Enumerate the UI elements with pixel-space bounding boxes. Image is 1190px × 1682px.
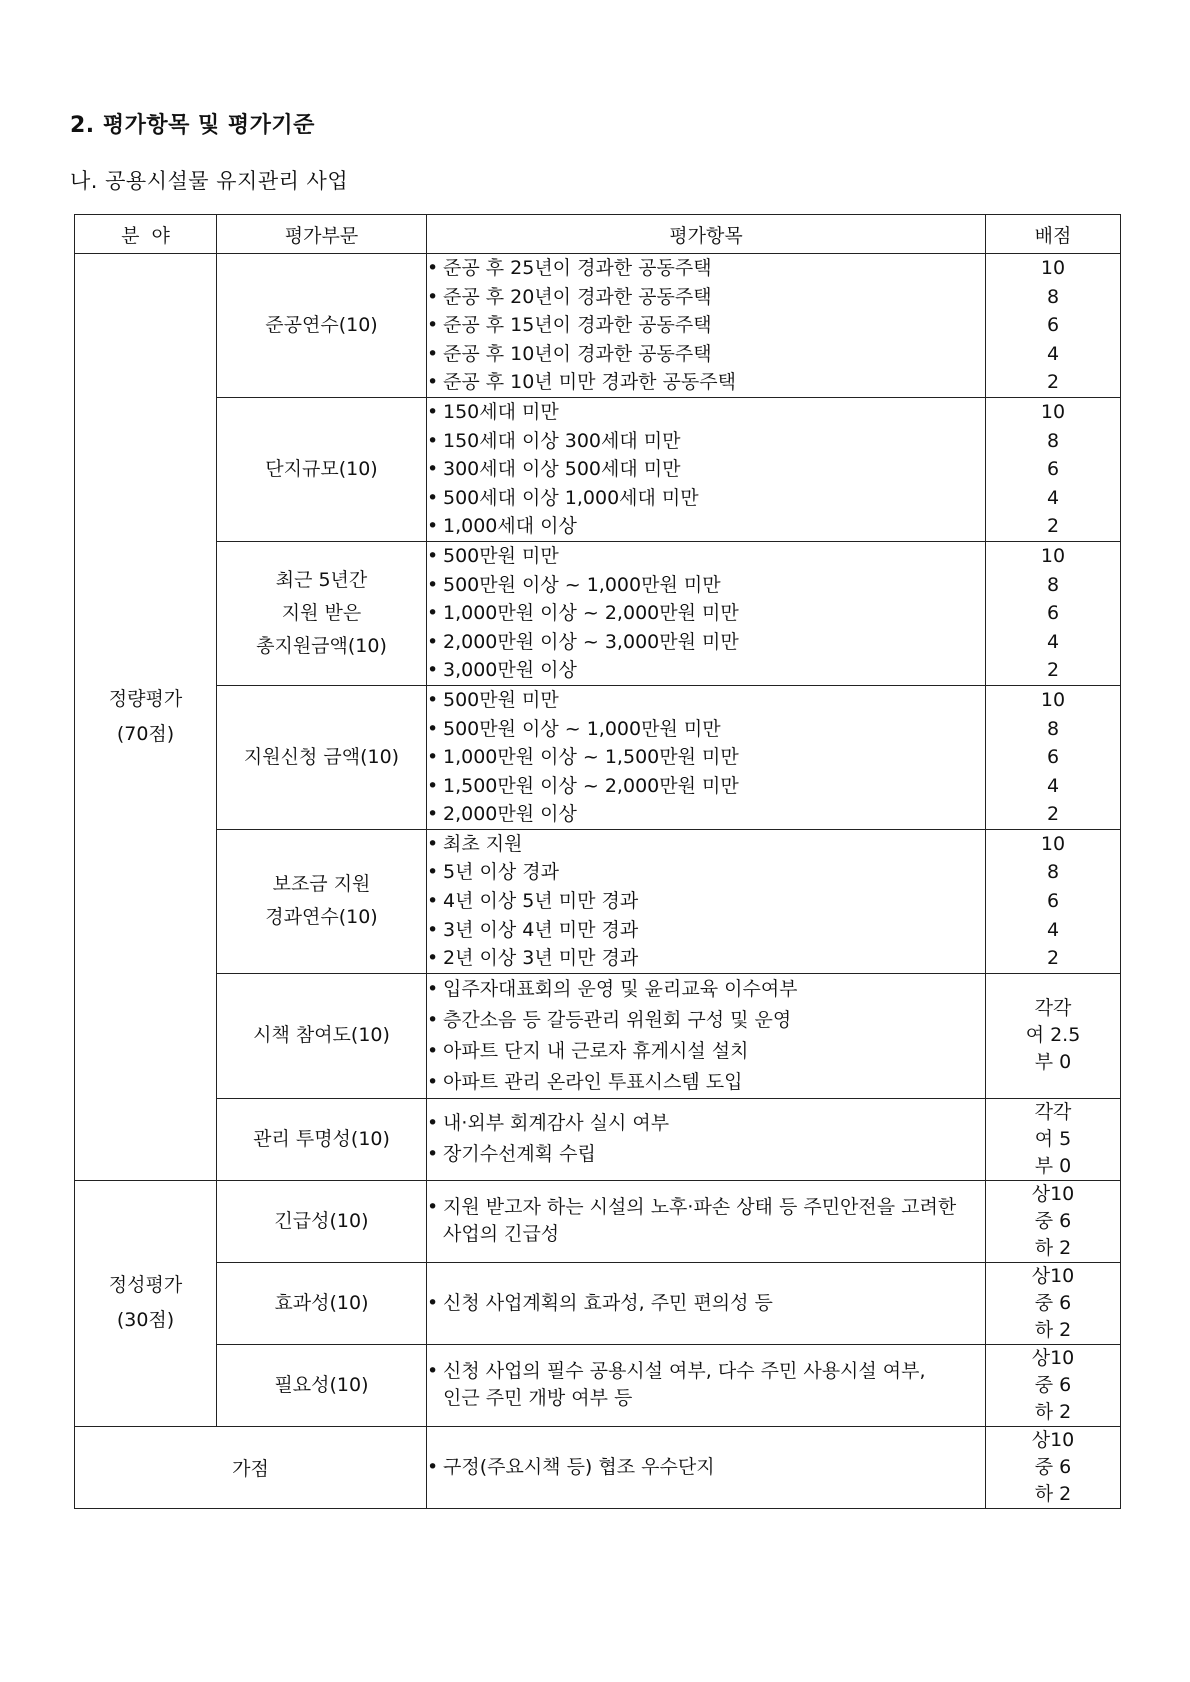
list-item	[427, 368, 985, 397]
header-field: 분 야	[75, 215, 217, 254]
item-text: 구정(주요시책 등) 협조 우수단지	[443, 1455, 715, 1478]
item-text: 2년 이상 3년 미만 경과	[443, 947, 639, 970]
list-item	[427, 571, 985, 600]
section-scores	[986, 685, 1121, 829]
cell-line: 지원 받은	[281, 601, 362, 624]
cell-line: 8	[1046, 717, 1060, 740]
table-row-bonus	[75, 1426, 1121, 1508]
section-items	[427, 973, 986, 1098]
bonus-item	[427, 1426, 986, 1508]
section-scores	[986, 397, 1121, 541]
cell-line: 8	[1046, 861, 1060, 884]
item-text: 준공 후 20년이 경과한 공동주택	[443, 285, 712, 308]
cell-line: 10	[1040, 832, 1066, 855]
bullet: •	[427, 486, 439, 509]
cell-line: 6	[1046, 602, 1060, 625]
section-name	[217, 1262, 427, 1344]
bullet: •	[427, 1196, 439, 1219]
bullet: •	[427, 429, 439, 452]
cell-line: 4	[1046, 918, 1060, 941]
bullet: •	[427, 1143, 439, 1166]
item-text: 2,000만원 이상 ~ 3,000만원 미만	[443, 630, 739, 653]
bullet: •	[427, 977, 439, 1000]
cell-line: 부 0	[1034, 1154, 1072, 1177]
section-items	[427, 685, 986, 829]
item-text: 150세대 미만	[443, 400, 559, 423]
list-item	[427, 1358, 985, 1385]
bullet: •	[427, 400, 439, 423]
cell-line: 긴급성(10)	[274, 1209, 369, 1232]
cell-line: 2	[1046, 947, 1060, 970]
list-item	[427, 1452, 985, 1483]
list-item	[427, 455, 985, 484]
cell-line: 정량평가	[108, 687, 183, 710]
item-text: 층간소음 등 갈등관리 위원회 구성 및 운영	[443, 1008, 792, 1031]
cell-line: 중 6	[1034, 1455, 1072, 1478]
cell-line: 각각	[1034, 1100, 1072, 1123]
cell-line: 중 6	[1034, 1209, 1072, 1232]
list-item	[427, 283, 985, 312]
cell-line: 8	[1046, 573, 1060, 596]
cell-line: 관리 투명성(10)	[253, 1127, 390, 1150]
bullet: •	[427, 803, 439, 826]
list-item	[427, 1194, 985, 1221]
item-text: 장기수선계획 수립	[443, 1143, 596, 1166]
bullet: •	[427, 342, 439, 365]
bullet: •	[427, 285, 439, 308]
bullet: •	[427, 1360, 439, 1383]
item-text: 5년 이상 경과	[443, 861, 559, 884]
table-row	[75, 1180, 1121, 1262]
section-name	[217, 685, 427, 829]
section-items	[427, 1180, 986, 1262]
cell-line: 6	[1046, 458, 1060, 481]
list-item	[427, 715, 985, 744]
cell-line: 중 6	[1034, 1291, 1072, 1314]
bullet: •	[427, 257, 439, 279]
evaluation-table	[74, 214, 1121, 1509]
cell-line: 하 2	[1034, 1318, 1072, 1341]
cell-line: 여 2.5	[1025, 1024, 1081, 1047]
cell-line: 시책 참여도(10)	[253, 1024, 390, 1047]
bullet: •	[427, 688, 439, 711]
section-scores	[986, 541, 1121, 685]
item-text: 500만원 이상 ~ 1,000만원 미만	[443, 573, 721, 596]
list-item	[427, 1139, 985, 1170]
section-items	[427, 829, 986, 973]
section-scores	[986, 973, 1121, 1098]
table-row	[75, 1098, 1121, 1180]
list-item	[427, 311, 985, 340]
list-item	[427, 743, 985, 772]
bullet: •	[427, 371, 439, 394]
item-text: 준공 후 10년 미만 경과한 공동주택	[443, 371, 736, 394]
list-item	[427, 628, 985, 657]
section-name	[217, 1180, 427, 1262]
list-item	[427, 772, 985, 801]
item-text: 신청 사업의 필수 공용시설 여부, 다수 주민 사용시설 여부,	[443, 1360, 926, 1383]
list-item	[427, 484, 985, 513]
bullet: •	[427, 947, 439, 970]
list-item	[427, 1108, 985, 1139]
list-item	[427, 686, 985, 715]
list-item	[427, 887, 985, 916]
cell-line: 6	[1046, 746, 1060, 769]
table-body	[75, 254, 1121, 1509]
item-text: 준공 후 10년이 경과한 공동주택	[443, 342, 712, 365]
item-text: 아파트 관리 온라인 투표시스템 도입	[443, 1070, 743, 1093]
cell-line: 4	[1046, 486, 1060, 509]
list-item	[427, 944, 985, 973]
section-scores	[986, 254, 1121, 398]
cell-line: 상10	[1031, 1346, 1075, 1369]
section-name	[217, 829, 427, 973]
header-section: 평가부문	[217, 215, 427, 254]
list-item	[427, 1290, 985, 1317]
bullet: •	[427, 1291, 439, 1314]
section-name	[217, 973, 427, 1098]
section-scores	[986, 829, 1121, 973]
item-text: 2,000만원 이상	[443, 803, 577, 826]
cell-line: 4	[1046, 774, 1060, 797]
cell-line: 4	[1046, 630, 1060, 653]
section-items	[427, 254, 986, 398]
cell-line: 하 2	[1034, 1236, 1072, 1259]
bullet: •	[427, 1008, 439, 1031]
bullet: •	[427, 659, 439, 682]
cell-line: 6	[1046, 314, 1060, 337]
bullet: •	[427, 918, 439, 941]
bullet: •	[427, 746, 439, 769]
table-row	[75, 397, 1121, 541]
section-name	[217, 254, 427, 398]
list-item	[427, 974, 985, 1005]
cell-line: 준공연수(10)	[265, 313, 378, 336]
cell-line: 10	[1040, 544, 1066, 567]
cell-line: 8	[1046, 429, 1060, 452]
list-item	[427, 254, 985, 283]
cell-line: 2	[1046, 371, 1060, 394]
section-items	[427, 397, 986, 541]
bullet: •	[427, 602, 439, 625]
bullet: •	[427, 314, 439, 337]
category-qualitative	[75, 1180, 217, 1426]
item-text: 입주자대표회의 운영 및 윤리교육 이수여부	[443, 977, 798, 1000]
section-items	[427, 1262, 986, 1344]
section-scores	[986, 1098, 1121, 1180]
category-quantitative	[75, 254, 217, 1181]
header-items: 평가항목	[427, 215, 986, 254]
list-item	[427, 1036, 985, 1067]
cell-line: 2	[1046, 659, 1060, 682]
item-text: 지원 받고자 하는 시설의 노후·파손 상태 등 주민안전을 고려한	[443, 1196, 957, 1219]
section-name	[217, 1098, 427, 1180]
table-row	[75, 541, 1121, 685]
item-text: 500세대 이상 1,000세대 미만	[443, 486, 699, 509]
item-text: 최초 지원	[443, 832, 523, 855]
page-title: 2. 평가항목 및 평가기준	[70, 113, 315, 138]
cell-line: 정성평가	[108, 1274, 183, 1297]
cell-line: 2	[1046, 803, 1060, 826]
cell-line: 상10	[1031, 1182, 1075, 1205]
table-row	[75, 1344, 1121, 1426]
item-text: 500만원 미만	[443, 688, 559, 711]
cell-line: 보조금 지원	[272, 873, 371, 896]
item-text: 3년 이상 4년 미만 경과	[443, 918, 639, 941]
bullet: •	[427, 861, 439, 884]
section-name	[217, 541, 427, 685]
bullet: •	[427, 573, 439, 596]
section-name	[217, 397, 427, 541]
item-text: 내·외부 회계감사 실시 여부	[443, 1112, 670, 1135]
item-continuation: 인근 주민 개방 여부 등	[443, 1387, 633, 1410]
table-row	[75, 973, 1121, 1098]
cell-line: 여 5	[1034, 1127, 1072, 1150]
list-item	[427, 427, 985, 456]
list-item	[427, 858, 985, 887]
bullet: •	[427, 890, 439, 913]
item-text: 아파트 단지 내 근로자 휴게시설 설치	[443, 1039, 749, 1062]
cell-line: 하 2	[1034, 1482, 1072, 1505]
item-text: 500만원 미만	[443, 544, 559, 567]
cell-line: 부 0	[1034, 1051, 1072, 1074]
cell-line: 경과연수(10)	[265, 906, 378, 929]
bullet: •	[427, 774, 439, 797]
cell-line: 단지규모(10)	[265, 457, 378, 480]
section-items	[427, 541, 986, 685]
bullet: •	[427, 1112, 439, 1135]
item-text: 4년 이상 5년 미만 경과	[443, 890, 639, 913]
cell-line: (30점)	[116, 1309, 175, 1332]
bullet: •	[427, 832, 439, 855]
bullet: •	[427, 544, 439, 567]
cell-line: 8	[1046, 285, 1060, 308]
cell-line: (70점)	[116, 722, 175, 745]
list-item	[427, 542, 985, 571]
item-text: 300세대 이상 500세대 미만	[443, 458, 681, 481]
list-item	[427, 1067, 985, 1098]
cell-line: 10	[1040, 400, 1066, 423]
list-item	[427, 830, 985, 859]
item-text: 1,000세대 이상	[443, 515, 577, 538]
list-item	[427, 398, 985, 427]
cell-line: 각각	[1034, 997, 1072, 1020]
section-scores	[986, 1180, 1121, 1262]
cell-line: 10	[1040, 257, 1066, 279]
table-row	[75, 685, 1121, 829]
list-item	[427, 512, 985, 541]
section-items	[427, 1344, 986, 1426]
bullet: •	[427, 458, 439, 481]
item-text: 준공 후 25년이 경과한 공동주택	[443, 257, 712, 279]
bullet: •	[427, 1455, 439, 1478]
table-header-row	[75, 215, 1121, 254]
cell-line: 상10	[1031, 1264, 1075, 1287]
list-item	[427, 599, 985, 628]
cell-line: 중 6	[1034, 1373, 1072, 1396]
item-text: 1,500만원 이상 ~ 2,000만원 미만	[443, 774, 739, 797]
list-item	[427, 1005, 985, 1036]
item-text: 1,000만원 이상 ~ 1,500만원 미만	[443, 746, 739, 769]
header-score: 배점	[986, 215, 1121, 254]
item-text: 150세대 이상 300세대 미만	[443, 429, 681, 452]
section-items	[427, 1098, 986, 1180]
item-text: 1,000만원 이상 ~ 2,000만원 미만	[443, 602, 739, 625]
item-text: 준공 후 15년이 경과한 공동주택	[443, 314, 712, 337]
cell-line: 효과성(10)	[274, 1291, 369, 1314]
bullet: •	[427, 1070, 439, 1093]
cell-line: 하 2	[1034, 1400, 1072, 1423]
bonus-label: 가점	[75, 1426, 427, 1508]
list-item	[427, 340, 985, 369]
item-text: 500만원 이상 ~ 1,000만원 미만	[443, 717, 721, 740]
section-scores	[986, 1344, 1121, 1426]
table-row	[75, 254, 1121, 398]
table-row	[75, 1262, 1121, 1344]
item-text: 3,000만원 이상	[443, 659, 577, 682]
bullet: •	[427, 630, 439, 653]
cell-line: 4	[1046, 342, 1060, 365]
list-item	[427, 656, 985, 685]
cell-line: 10	[1040, 688, 1066, 711]
list-item	[427, 916, 985, 945]
bonus-scores	[986, 1426, 1121, 1508]
cell-line: 상10	[1031, 1428, 1075, 1451]
bullet: •	[427, 515, 439, 538]
cell-line: 2	[1046, 515, 1060, 538]
bullet: •	[427, 717, 439, 740]
item-text: 신청 사업계획의 효과성, 주민 편의성 등	[443, 1291, 773, 1314]
cell-line: 지원신청 금액(10)	[243, 745, 400, 768]
list-item	[427, 800, 985, 829]
section-subtitle: 나. 공용시설물 유지관리 사업	[70, 169, 349, 193]
bullet: •	[427, 1039, 439, 1062]
cell-line: 필요성(10)	[274, 1373, 369, 1396]
section-scores	[986, 1262, 1121, 1344]
section-name	[217, 1344, 427, 1426]
item-continuation: 사업의 긴급성	[443, 1223, 560, 1246]
cell-line: 6	[1046, 890, 1060, 913]
cell-line: 최근 5년간	[275, 568, 368, 591]
cell-line: 총지원금액(10)	[256, 634, 387, 657]
table-row	[75, 829, 1121, 973]
